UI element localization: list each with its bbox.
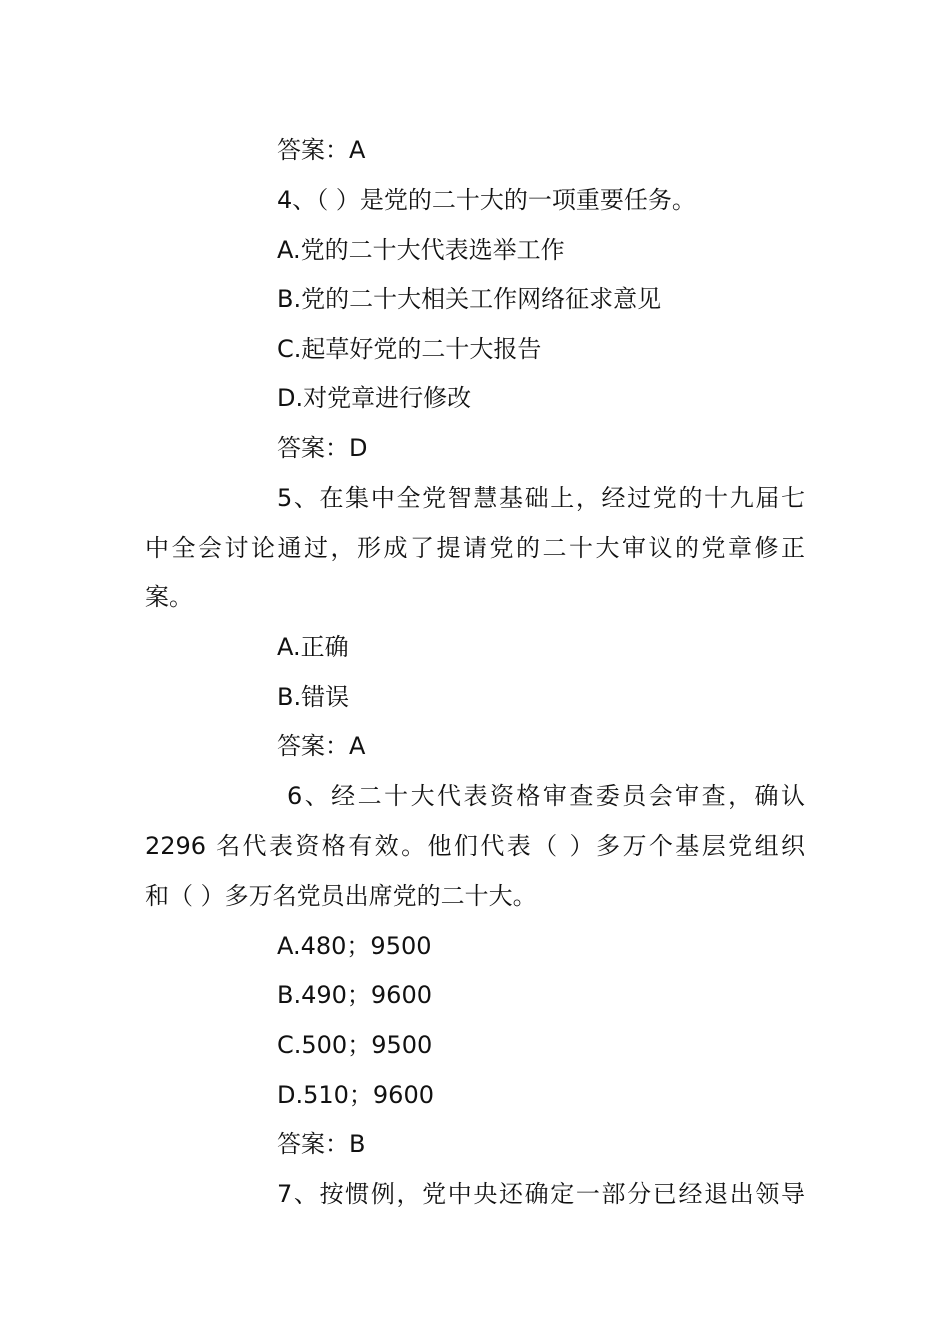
question-5-stem-line-2: 中全会讨论通过，形成了提请党的二十大审议的党章修正 [145,534,805,562]
question-6-option-a: A.480；9500 [277,932,432,960]
question-5-stem-line-3: 案。 [145,583,193,611]
question-6-option-b: B.490；9600 [277,981,432,1009]
question-5-stem-line-1: 5、在集中全党智慧基础上，经过党的十九届七 [277,484,805,512]
question-5-option-a: A.正确 [277,633,349,661]
question-4-stem: 4、（ ）是党的二十大的一项重要任务。 [277,186,696,214]
question-6-option-c: C.500；9500 [277,1031,433,1059]
question-4-option-c: C.起草好党的二十大报告 [277,335,542,363]
question-6-stem-line-2: 2296 名代表资格有效。他们代表（ ）多万个基层党组织 [145,832,805,860]
question-6-answer: 答案：B [277,1130,366,1158]
question-4-answer: 答案：D [277,434,368,462]
question-6-stem-line-1: 6、经二十大代表资格审查委员会审查，确认 [287,782,805,810]
question-5-answer: 答案：A [277,732,366,760]
question-6-option-d: D.510；9600 [277,1081,434,1109]
question-4-option-a: A.党的二十大代表选举工作 [277,236,565,264]
question-4-option-d: D.对党章进行修改 [277,384,472,412]
question-7-stem-line-1: 7、按惯例，党中央还确定一部分已经退出领导 [277,1180,805,1208]
answer-previous: 答案：A [277,136,366,164]
question-4-option-b: B.党的二十大相关工作网络征求意见 [277,285,662,313]
question-5-option-b: B.错误 [277,683,350,711]
question-6-stem-line-3: 和（ ）多万名党员出席党的二十大。 [145,882,537,910]
